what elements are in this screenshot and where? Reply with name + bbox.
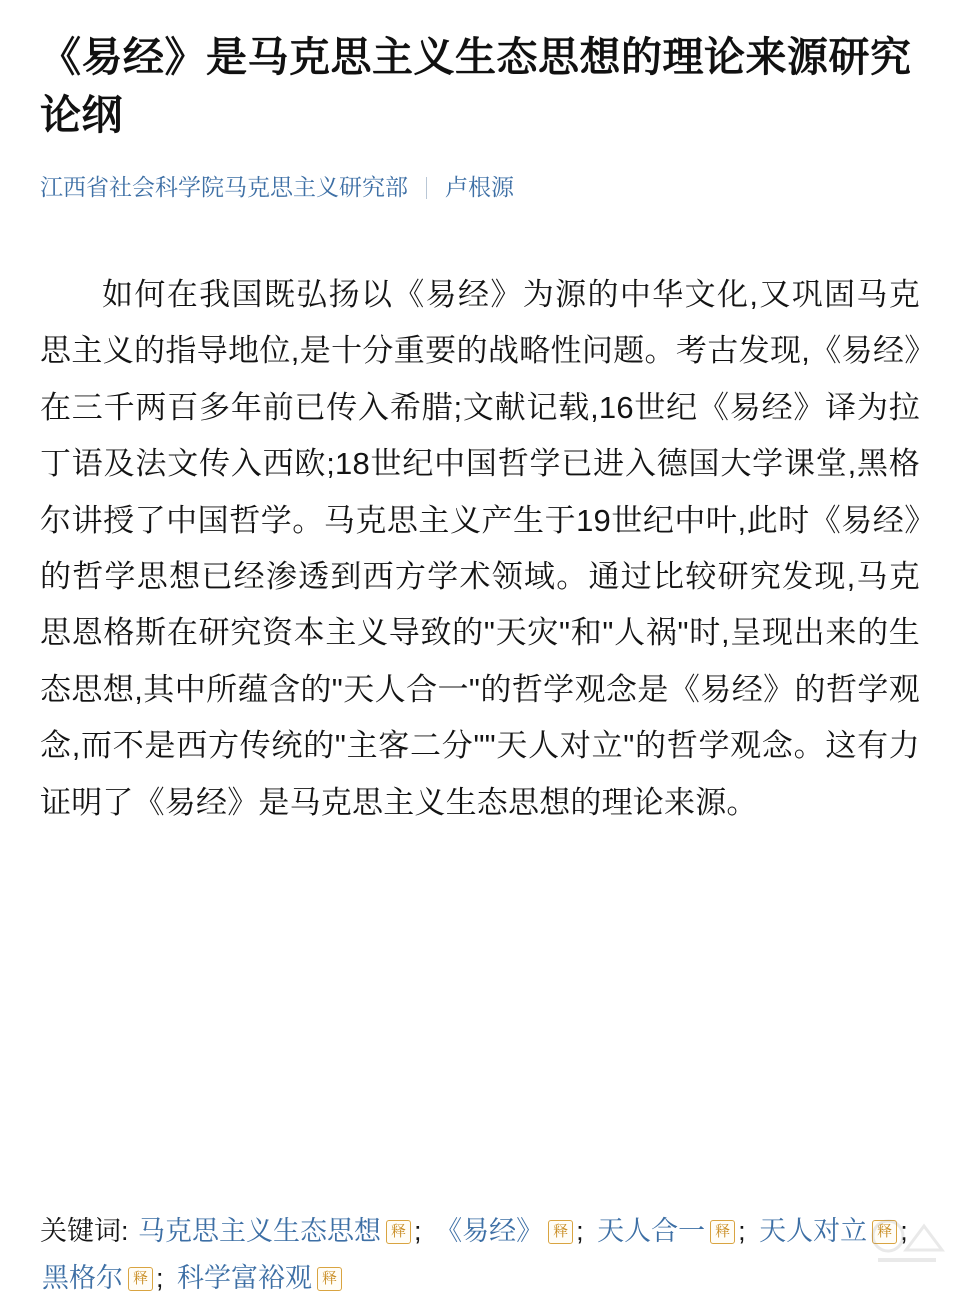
explain-tag-icon[interactable]: 释 bbox=[872, 1220, 897, 1244]
keyword-item[interactable]: 马克思主义生态思想 bbox=[138, 1216, 382, 1246]
keyword-separator: ; bbox=[156, 1263, 164, 1294]
keywords-label: 关键词: bbox=[40, 1216, 129, 1246]
keyword-item[interactable]: 天人合一 bbox=[597, 1216, 706, 1246]
explain-tag-icon[interactable]: 释 bbox=[386, 1220, 411, 1244]
keyword-separator: ; bbox=[900, 1216, 908, 1246]
article-meta bbox=[40, 170, 920, 205]
explain-tag-icon[interactable]: 释 bbox=[317, 1267, 342, 1291]
keyword-separator: ; bbox=[738, 1216, 746, 1246]
author-link[interactable]: 卢根源 bbox=[445, 174, 514, 201]
keywords-section bbox=[40, 1208, 920, 1303]
explain-tag-icon[interactable]: 释 bbox=[548, 1220, 573, 1244]
abstract-text: 如何在我国既弘扬以《易经》为源的中华文化,又巩固马克思主义的指导地位,是十分重要的战略性问题。考古发现,《易经》在三千两百多年前已传入希腊;文献记载,16世纪《易经》译为拉丁语及法文传入西欧;18世纪中国哲学已进入德国大学课堂,黑格尔讲授了中国哲学。马克思主义产生于19世纪中叶,此时《易经》的哲学思想已经渗透到西方学术领域。通过比较研究发现,马克思恩格斯在研究资本主义导致的"天灾"和"人祸"时,呈现出来的生态思想,其中所蕴含的"天人合一"的哲学观念是《易经》的哲学观念,而不是西方传统的"主客二分""天人对立"的哲学观念。这有力证明了《易经》是马克思主义生态思想的理论来源。 bbox=[40, 276, 920, 820]
keyword-item[interactable]: 科学富裕观 bbox=[177, 1263, 313, 1294]
keyword-separator: ; bbox=[576, 1216, 584, 1246]
keyword-item[interactable]: 黑格尔 bbox=[42, 1263, 123, 1294]
keyword-separator: ; bbox=[414, 1216, 422, 1246]
affiliation-link[interactable]: 江西省社会科学院马克思主义研究部 bbox=[40, 174, 408, 201]
keyword-item[interactable]: 天人对立 bbox=[759, 1216, 868, 1246]
meta-divider bbox=[426, 177, 427, 199]
explain-tag-icon[interactable]: 释 bbox=[710, 1220, 735, 1244]
keyword-item[interactable]: 《易经》 bbox=[435, 1216, 544, 1246]
page-title: 《易经》是马克思主义生态思想的理论来源研究论纲 bbox=[40, 34, 912, 139]
explain-tag-icon[interactable]: 释 bbox=[128, 1267, 153, 1291]
